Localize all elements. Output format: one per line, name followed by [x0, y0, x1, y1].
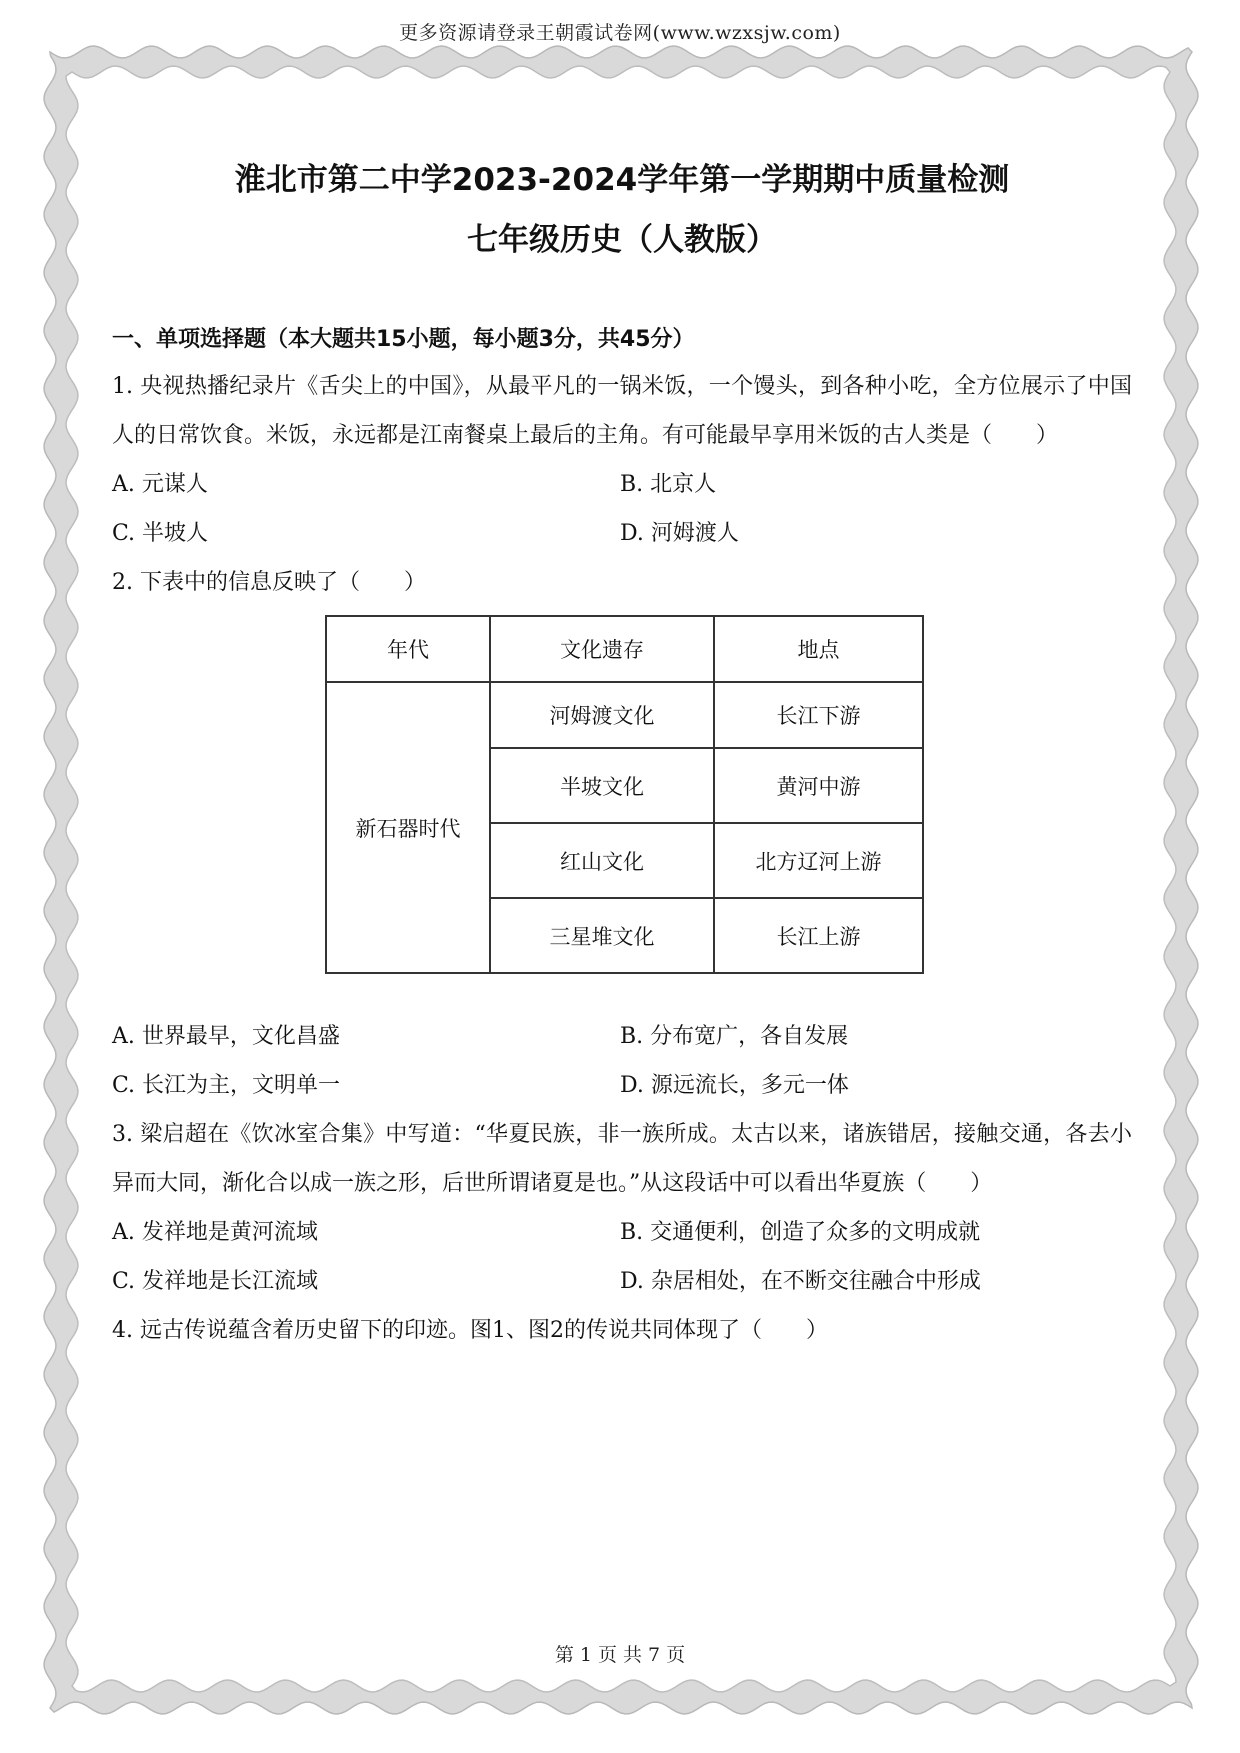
question-3-option-a: A. 发祥地是黄河流域	[112, 1220, 318, 1245]
question-2-option-d: D. 源远流长，多元一体	[620, 1073, 849, 1098]
table-cell-location: 长江下游	[714, 682, 923, 748]
question-1-option-b: B. 北京人	[620, 472, 717, 497]
table-header-era: 年代	[326, 616, 490, 682]
table-header-culture: 文化遗存	[490, 616, 714, 682]
question-3-stem: 3. 梁启超在《饮冰室合集》中写道：“华夏民族，非一族所成。太古以来，诸族错居，接触交通，各去小异而大同，渐化合以成一族之形，后世所谓诸夏是也。”从这段话中可以看出华夏族（ ）	[112, 1122, 1132, 1196]
table-cell-culture: 红山文化	[490, 823, 714, 898]
table-cell-location: 长江上游	[714, 898, 923, 973]
section-heading-single-choice: 一、单项选择题（本大题共15小题，每小题3分，共45分）	[112, 327, 695, 352]
table-header-location: 地点	[714, 616, 923, 682]
question-1-option-d: D. 河姆渡人	[620, 521, 739, 546]
table-cell-culture: 三星堆文化	[490, 898, 714, 973]
question-3-option-d: D. 杂居相处，在不断交往融合中形成	[620, 1269, 981, 1294]
exam-page-content	[112, 150, 1132, 1355]
table-header-row	[326, 616, 923, 682]
table-cell-culture: 半坡文化	[490, 748, 714, 823]
exam-title: 淮北市第二中学2023-2024学年第一学期期中质量检测	[234, 162, 1010, 198]
question-2-option-b: B. 分布宽广，各自发展	[620, 1024, 849, 1049]
table-cell-culture: 河姆渡文化	[490, 682, 714, 748]
culture-sites-table	[325, 615, 924, 974]
question-2-option-c: C. 长江为主，文明单一	[112, 1073, 341, 1098]
question-1-stem: 1. 央视热播纪录片《舌尖上的中国》，从最平凡的一锅米饭，一个馒头，到各种小吃，全方位展示了中国人的日常饮食。米饭，永远都是江南餐桌上最后的主角。有可能最早享用米饭的古人类是（ ）	[112, 374, 1132, 448]
question-1-option-a: A. 元谋人	[112, 472, 208, 497]
table-cell-location: 黄河中游	[714, 748, 923, 823]
question-3-option-c: C. 发祥地是长江流域	[112, 1269, 319, 1294]
question-2-options	[112, 1012, 1132, 1110]
question-2-stem: 2. 下表中的信息反映了（ ）	[112, 570, 426, 595]
question-3-options	[112, 1208, 1132, 1306]
source-note: 更多资源请登录王朝霞试卷网(www.wzxsjw.com)	[399, 22, 841, 44]
question-4-stem: 4. 远古传说蕴含着历史留下的印迹。图1、图2的传说共同体现了（ ）	[112, 1318, 828, 1343]
table-cell-era: 新石器时代	[326, 682, 490, 973]
question-1-option-c: C. 半坡人	[112, 521, 209, 546]
question-1-options	[112, 460, 1132, 558]
table-row	[326, 682, 923, 748]
question-2-option-a: A. 世界最早，文化昌盛	[112, 1024, 340, 1049]
table-cell-location: 北方辽河上游	[714, 823, 923, 898]
page-number-footer: 第 1 页 共 7 页	[554, 1644, 686, 1666]
exam-subtitle: 七年级历史（人教版）	[467, 222, 777, 258]
question-3-option-b: B. 交通便利，创造了众多的文明成就	[620, 1220, 981, 1245]
